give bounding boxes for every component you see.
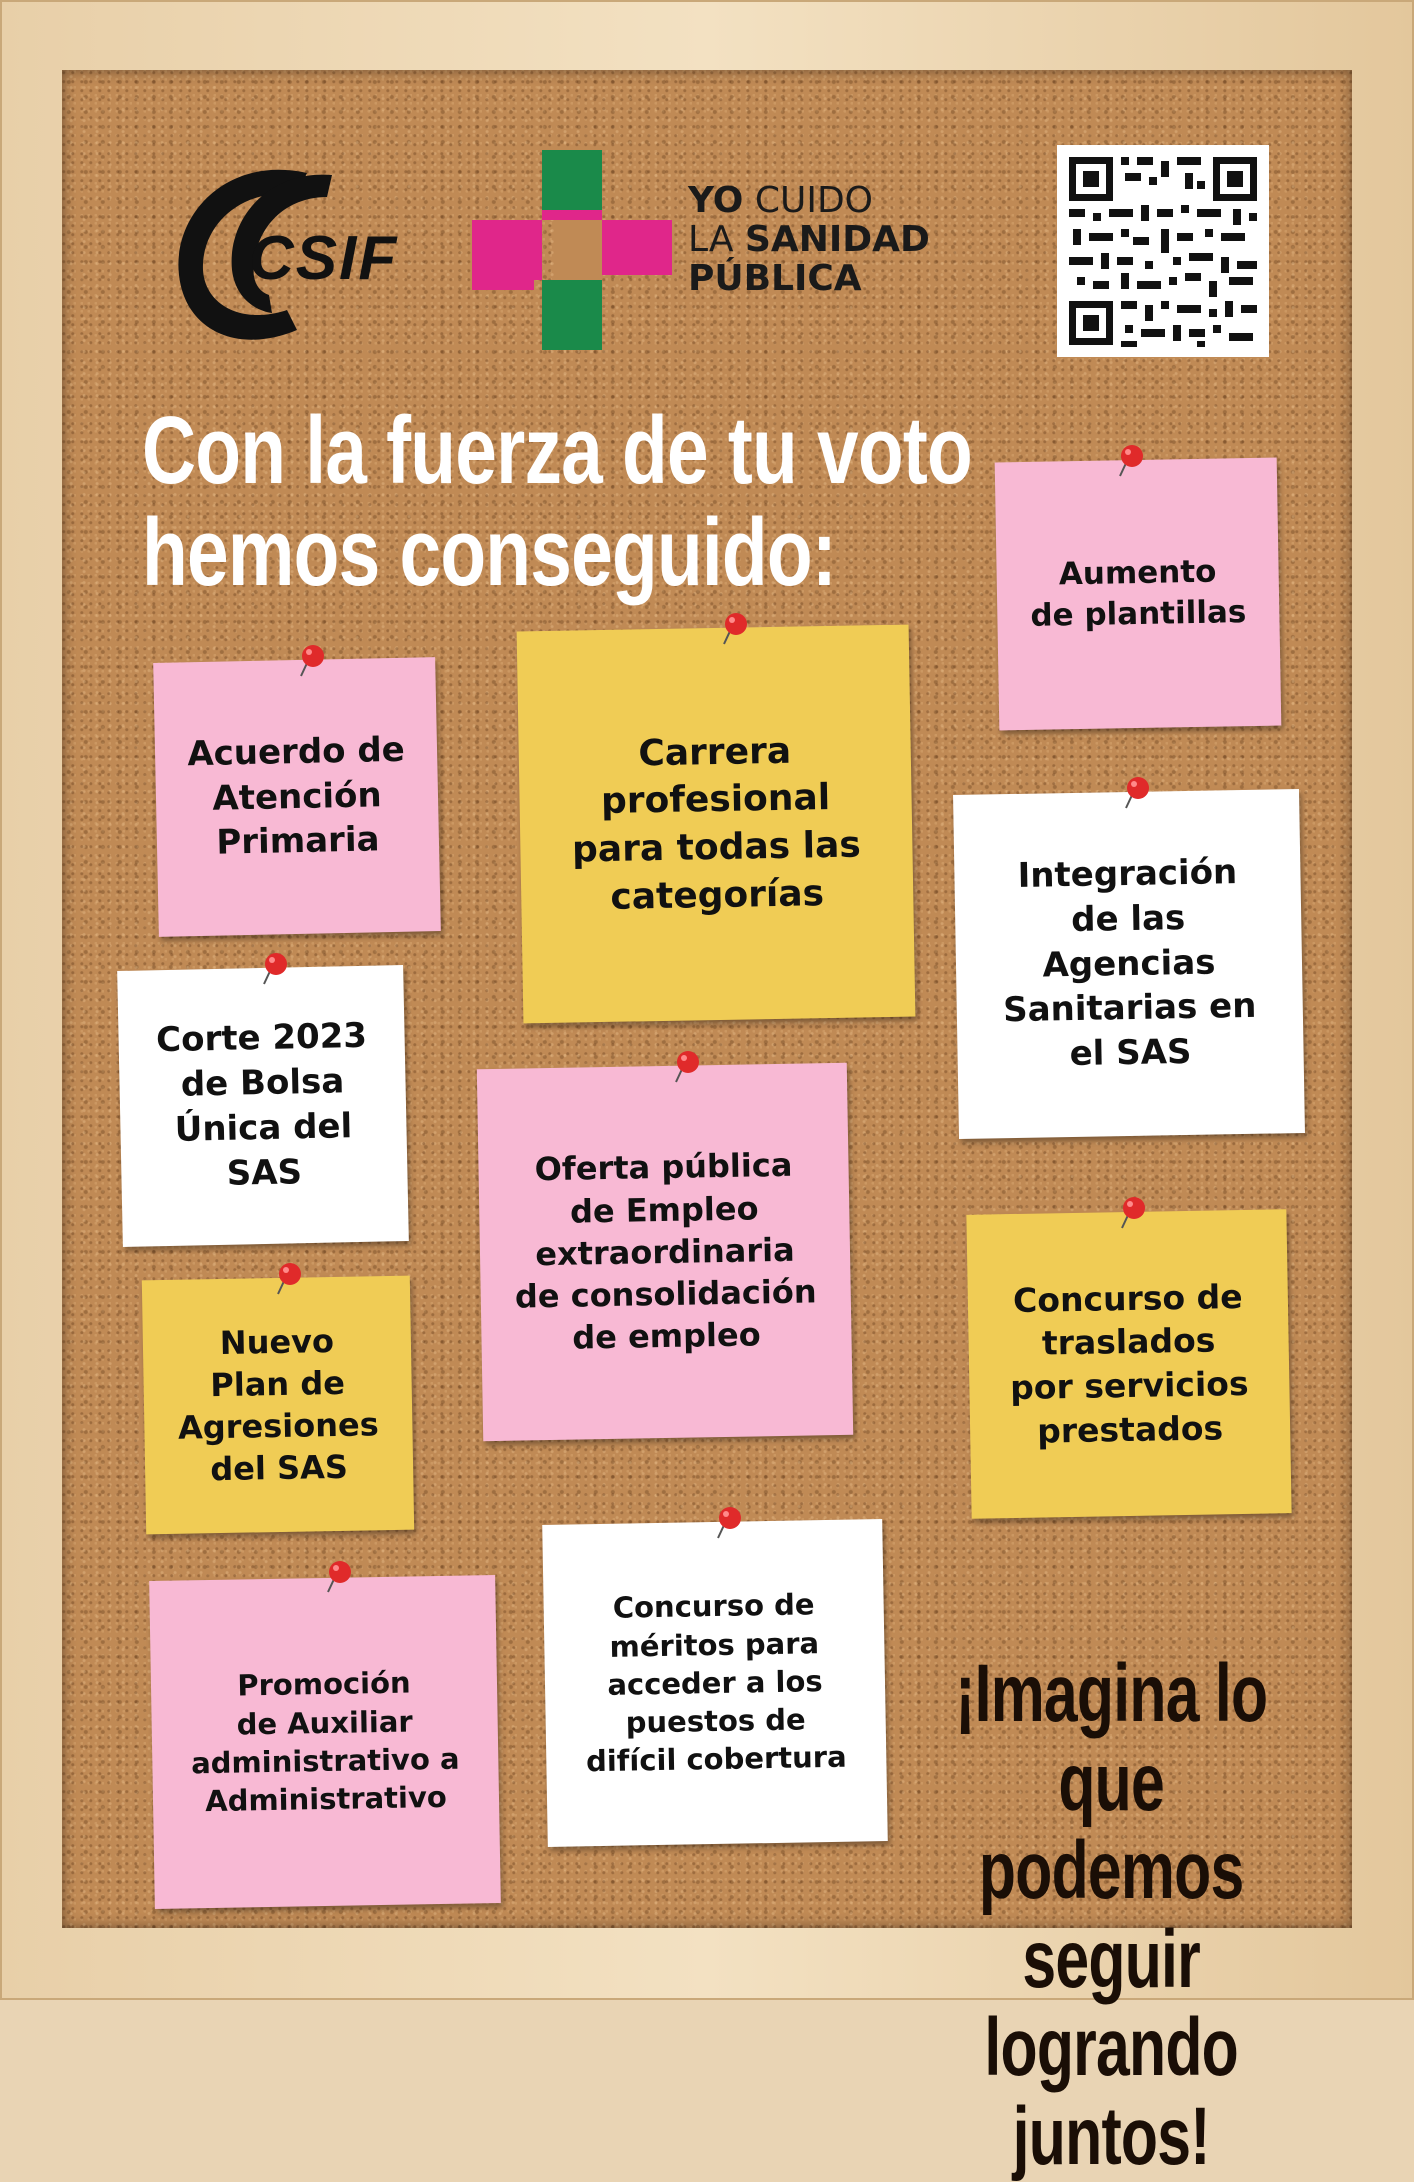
campaign-line-3: PÚBLICA xyxy=(688,257,862,299)
pushpin-icon xyxy=(714,1506,744,1540)
note-text: Corte 2023 de Bolsa Única del SAS xyxy=(155,1016,368,1194)
yo-cuido-cross-icon xyxy=(472,150,672,350)
campaign-line-1b: CUIDO xyxy=(743,180,873,221)
campaign-line-2b: SANIDAD xyxy=(744,218,930,260)
note-plan-agresiones xyxy=(142,1276,414,1535)
pushpin-icon xyxy=(260,952,290,986)
note-text: Promoción de Auxiliar administrativo a Administrativo xyxy=(190,1665,460,1819)
note-corte-2023-bolsa xyxy=(117,965,409,1247)
note-text: Oferta pública de Empleo extraordinaria de consolidación de empleo xyxy=(514,1146,817,1357)
note-integracion-agencias xyxy=(953,789,1305,1139)
note-acuerdo-atencion-primaria xyxy=(153,657,441,937)
note-concurso-meritos xyxy=(542,1519,888,1847)
pushpin-icon xyxy=(720,612,750,646)
note-text: Concurso de traslados por servicios prestados xyxy=(1009,1276,1249,1451)
campaign-line-1a: YO xyxy=(688,180,744,221)
note-text: Nuevo Plan de Agresiones del SAS xyxy=(177,1321,380,1489)
note-concurso-traslados xyxy=(966,1209,1291,1519)
note-text: Integración de las Agencias Sanitarias en el SAS xyxy=(1002,851,1257,1075)
pushpin-icon xyxy=(1116,444,1146,478)
closing-message: ¡Imagina lo que podemos seguir logrando juntos! xyxy=(955,1648,1268,2182)
csif-logo xyxy=(157,145,467,355)
pushpin-icon xyxy=(324,1560,354,1594)
note-text: Carrera profesional para todas las categorías xyxy=(571,730,862,918)
note-carrera-profesional xyxy=(517,625,916,1024)
note-text: Acuerdo de Atención Primaria xyxy=(186,729,406,864)
headline: Con la fuerza de tu voto hemos conseguido: xyxy=(142,397,972,606)
pushpin-icon xyxy=(1122,776,1152,810)
pushpin-icon xyxy=(297,644,327,678)
pushpin-icon xyxy=(1118,1196,1148,1230)
note-text: Aumento de plantillas xyxy=(1030,553,1247,634)
note-oferta-publica-empleo xyxy=(477,1063,853,1441)
note-text: Concurso de méritos para acceder a los puestos de difícil cobertura xyxy=(585,1587,847,1779)
note-promocion-auxiliar xyxy=(149,1575,501,1909)
pushpin-icon xyxy=(274,1262,304,1296)
note-aumento-plantillas xyxy=(995,458,1282,731)
qr-code-icon xyxy=(1057,145,1269,357)
qr-code[interactable] xyxy=(1057,145,1269,357)
campaign-text xyxy=(688,182,930,299)
cork-board xyxy=(62,70,1352,2182)
csif-wordmark: CSIF xyxy=(249,224,399,293)
campaign-line-2a: LA xyxy=(688,218,745,260)
pushpin-icon xyxy=(672,1050,702,1084)
